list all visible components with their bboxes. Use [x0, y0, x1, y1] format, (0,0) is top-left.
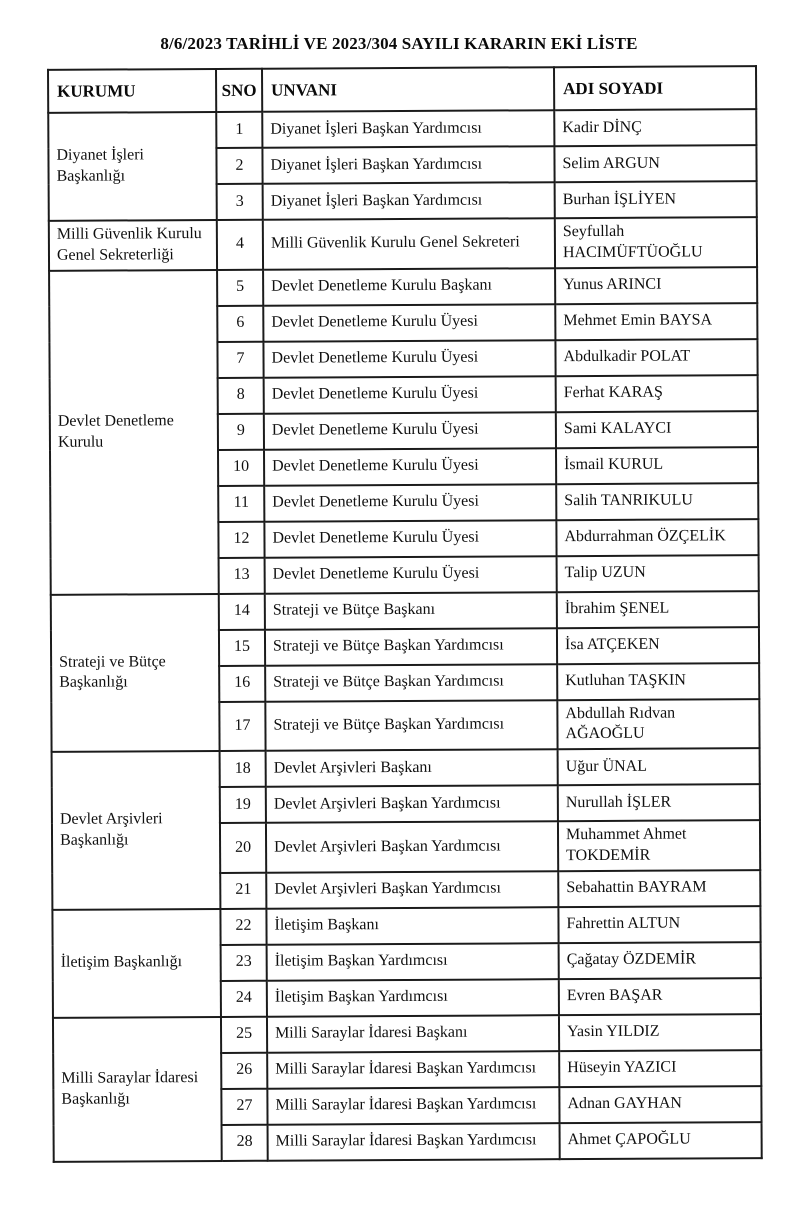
- kurum-cell: Milli Güvenlik Kurulu Genel Sekreterliği: [49, 220, 217, 270]
- name-cell: Muhammet Ahmet TOKDEMİR: [558, 820, 760, 871]
- kurum-cell: İletişim Başkanlığı: [52, 909, 221, 1018]
- sno-cell: 5: [217, 269, 263, 305]
- kurum-cell: Strateji ve Bütçe Başkanlığı: [51, 594, 220, 752]
- unvan-cell: İletişim Başkanı: [266, 907, 558, 945]
- name-cell: Mehmet Emin BAYSA: [555, 303, 757, 340]
- sno-cell: 27: [221, 1089, 267, 1125]
- header-unvani: UNVANI: [262, 67, 554, 112]
- unvan-cell: Devlet Denetleme Kurulu Başkanı: [263, 268, 555, 306]
- kurum-cell: Milli Saraylar İdaresi Başkanlığı: [53, 1017, 222, 1162]
- table-row: [49, 217, 757, 270]
- header-row: [48, 66, 756, 113]
- name-cell: Uğur ÜNAL: [558, 748, 760, 785]
- name-cell: Ahmet ÇAPOĞLU: [560, 1122, 762, 1159]
- header-adi-soyadi: ADI SOYADI: [554, 66, 756, 110]
- name-cell: Salih TANRIKULU: [556, 483, 758, 520]
- personnel-table: [47, 65, 763, 1162]
- unvan-cell: Milli Saraylar İdaresi Başkan Yardımcısı: [267, 1051, 559, 1089]
- sno-cell: 28: [222, 1124, 268, 1160]
- table-row: [53, 1014, 761, 1054]
- name-cell: Seyfullah HACIMÜFTÜOĞLU: [555, 217, 757, 268]
- sno-cell: 15: [219, 629, 265, 665]
- sno-cell: 9: [218, 413, 264, 449]
- sno-cell: 18: [220, 751, 266, 787]
- sno-cell: 1: [216, 112, 262, 148]
- unvan-cell: Devlet Arşivleri Başkanı: [266, 749, 558, 787]
- unvan-cell: Strateji ve Bütçe Başkan Yardımcısı: [265, 628, 557, 666]
- name-cell: Burhan İŞLİYEN: [555, 181, 757, 218]
- unvan-cell: Devlet Denetleme Kurulu Üyesi: [264, 520, 556, 558]
- sno-cell: 22: [220, 909, 266, 945]
- unvan-cell: Devlet Denetleme Kurulu Üyesi: [264, 484, 556, 522]
- name-cell: Kadir DİNÇ: [554, 109, 756, 146]
- unvan-cell: Devlet Arşivleri Başkan Yardımcısı: [266, 871, 558, 909]
- unvan-cell: Diyanet İşleri Başkan Yardımcısı: [263, 182, 555, 220]
- unvan-cell: Strateji ve Bütçe Başkan Yardımcısı: [265, 664, 557, 702]
- table-row: [51, 591, 759, 631]
- sno-cell: 21: [220, 873, 266, 909]
- table-row: [52, 906, 760, 946]
- name-cell: Adnan GAYHAN: [559, 1086, 761, 1123]
- name-cell: İbrahim ŞENEL: [557, 591, 759, 628]
- sno-cell: 20: [220, 823, 266, 873]
- name-cell: Yunus ARINCI: [555, 267, 757, 304]
- sno-cell: 23: [221, 945, 267, 981]
- unvan-cell: Devlet Arşivleri Başkan Yardımcısı: [266, 821, 558, 872]
- document-title: 8/6/2023 TARİHLİ VE 2023/304 SAYILI KARARIN EKİ LİSTE: [160, 34, 638, 53]
- name-cell: İsmail KURUL: [556, 447, 758, 484]
- unvan-cell: Devlet Arşivleri Başkan Yardımcısı: [266, 785, 558, 823]
- unvan-cell: Milli Saraylar İdaresi Başkan Yardımcısı: [267, 1087, 559, 1125]
- unvan-cell: Milli Saraylar İdaresi Başkanı: [267, 1015, 559, 1053]
- name-cell: Kutluhan TAŞKIN: [557, 663, 759, 700]
- unvan-cell: Diyanet İşleri Başkan Yardımcısı: [262, 146, 554, 184]
- kurum-cell: Devlet Denetleme Kurulu: [49, 270, 219, 595]
- name-cell: Çağatay ÖZDEMİR: [559, 942, 761, 979]
- name-cell: Abdurrahman ÖZÇELİK: [556, 519, 758, 556]
- sno-cell: 25: [221, 1017, 267, 1053]
- kurum-cell: Diyanet İşleri Başkanlığı: [48, 112, 217, 221]
- name-cell: Ferhat KARAŞ: [556, 375, 758, 412]
- table-row: [48, 109, 756, 149]
- sno-cell: 8: [218, 377, 264, 413]
- unvan-cell: Devlet Denetleme Kurulu Üyesi: [264, 448, 556, 486]
- sno-cell: 11: [218, 485, 264, 521]
- kurum-cell: Devlet Arşivleri Başkanlığı: [52, 751, 221, 909]
- name-cell: Talip UZUN: [557, 555, 759, 592]
- name-cell: Sami KALAYCI: [556, 411, 758, 448]
- unvan-cell: İletişim Başkan Yardımcısı: [267, 979, 559, 1017]
- unvan-cell: Diyanet İşleri Başkan Yardımcısı: [262, 110, 554, 148]
- unvan-cell: Devlet Denetleme Kurulu Üyesi: [263, 340, 555, 378]
- unvan-cell: Devlet Denetleme Kurulu Üyesi: [265, 556, 557, 594]
- sno-cell: 7: [217, 341, 263, 377]
- unvan-cell: Devlet Denetleme Kurulu Üyesi: [263, 304, 555, 342]
- name-cell: Hüseyin YAZICI: [559, 1050, 761, 1087]
- sno-cell: 14: [219, 593, 265, 629]
- sno-cell: 26: [221, 1053, 267, 1089]
- sno-cell: 17: [219, 701, 265, 751]
- sno-cell: 6: [217, 305, 263, 341]
- sno-cell: 3: [217, 184, 263, 220]
- unvan-cell: Milli Saraylar İdaresi Başkan Yardımcısı: [268, 1123, 560, 1161]
- table-body: [48, 109, 761, 1161]
- name-cell: Abdullah Rıdvan AĞAOĞLU: [557, 699, 759, 750]
- sno-cell: 16: [219, 665, 265, 701]
- table-row: [49, 267, 757, 307]
- unvan-cell: Devlet Denetleme Kurulu Üyesi: [264, 376, 556, 414]
- name-cell: Sebahattin BAYRAM: [558, 870, 760, 907]
- sno-cell: 13: [219, 557, 265, 593]
- name-cell: Abdulkadir POLAT: [555, 339, 757, 376]
- unvan-cell: Strateji ve Bütçe Başkan Yardımcısı: [265, 700, 557, 751]
- name-cell: Selim ARGUN: [554, 145, 756, 182]
- name-cell: Yasin YILDIZ: [559, 1014, 761, 1051]
- sno-cell: 24: [221, 981, 267, 1017]
- sno-cell: 19: [220, 787, 266, 823]
- unvan-cell: Strateji ve Bütçe Başkanı: [265, 592, 557, 630]
- unvan-cell: İletişim Başkan Yardımcısı: [267, 943, 559, 981]
- sno-cell: 10: [218, 449, 264, 485]
- header-sno: SNO: [216, 69, 262, 112]
- table-header: [48, 66, 756, 113]
- sno-cell: 4: [217, 220, 263, 270]
- sno-cell: 12: [218, 521, 264, 557]
- unvan-cell: Devlet Denetleme Kurulu Üyesi: [264, 412, 556, 450]
- name-cell: Evren BAŞAR: [559, 978, 761, 1015]
- name-cell: Nurullah İŞLER: [558, 784, 760, 821]
- name-cell: Fahrettin ALTUN: [558, 906, 760, 943]
- unvan-cell: Milli Güvenlik Kurulu Genel Sekreteri: [263, 218, 555, 269]
- table-row: [52, 748, 760, 788]
- header-kurumu: KURUMU: [48, 69, 216, 113]
- name-cell: İsa ATÇEKEN: [557, 627, 759, 664]
- sno-cell: 2: [216, 148, 262, 184]
